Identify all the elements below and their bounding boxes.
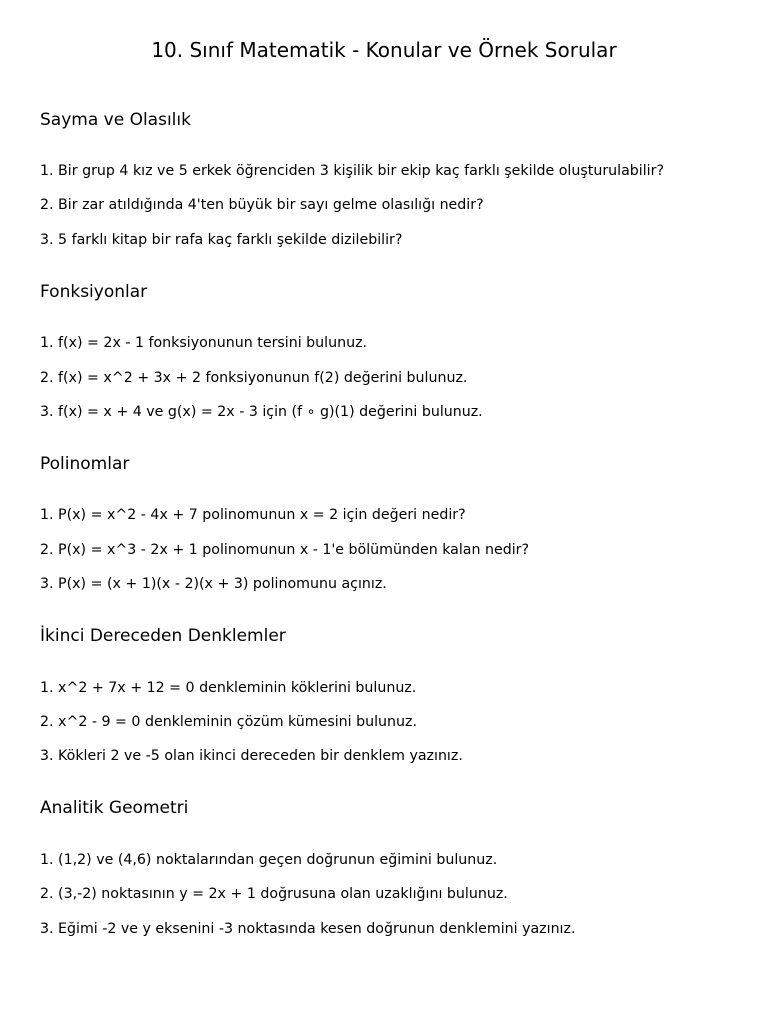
question-item: 3. P(x) = (x + 1)(x - 2)(x + 3) polinomunu açınız. [40,576,387,592]
question-item: 2. P(x) = x^3 - 2x + 1 polinomunun x - 1'e bölümünden kalan nedir? [40,542,530,558]
question-item: 2. f(x) = x^2 + 3x + 2 fonksiyonunun f(2) değerini bulunuz. [40,370,468,386]
page-title: 10. Sınıf Matematik - Konular ve Örnek Sorular [151,38,617,62]
question-item: 2. Bir zar atıldığında 4'ten büyük bir sayı gelme olasılığı nedir? [40,197,484,213]
section-heading: Fonksiyonlar [40,282,148,302]
section-heading: Polinomlar [40,454,130,474]
question-item: 1. Bir grup 4 kız ve 5 erkek öğrenciden 3 kişilik bir ekip kaç farklı şekilde oluşturulabilir? [40,163,664,179]
question-item: 3. Eğimi -2 ve y eksenini -3 noktasında kesen doğrunun denklemini yazınız. [40,921,576,937]
question-item: 2. (3,-2) noktasının y = 2x + 1 doğrusuna olan uzaklığını bulunuz. [40,886,508,902]
question-item: 1. x^2 + 7x + 12 = 0 denkleminin köklerini bulunuz. [40,680,417,696]
question-item: 1. P(x) = x^2 - 4x + 7 polinomunun x = 2 için değeri nedir? [40,507,466,523]
question-item: 3. f(x) = x + 4 ve g(x) = 2x - 3 için (f ∘ g)(1) değerini bulunuz. [40,404,483,420]
section-heading: İkinci Dereceden Denklemler [40,626,286,646]
question-item: 1. f(x) = 2x - 1 fonksiyonunun tersini bulunuz. [40,335,368,351]
question-item: 2. x^2 - 9 = 0 denkleminin çözüm kümesini bulunuz. [40,714,417,730]
question-item: 3. 5 farklı kitap bir rafa kaç farklı şekilde dizilebilir? [40,232,403,248]
section-heading: Analitik Geometri [40,798,189,818]
question-item: 1. (1,2) ve (4,6) noktalarından geçen doğrunun eğimini bulunuz. [40,852,498,868]
section-heading: Sayma ve Olasılık [40,110,191,130]
question-item: 3. Kökleri 2 ve -5 olan ikinci dereceden bir denklem yazınız. [40,748,463,764]
